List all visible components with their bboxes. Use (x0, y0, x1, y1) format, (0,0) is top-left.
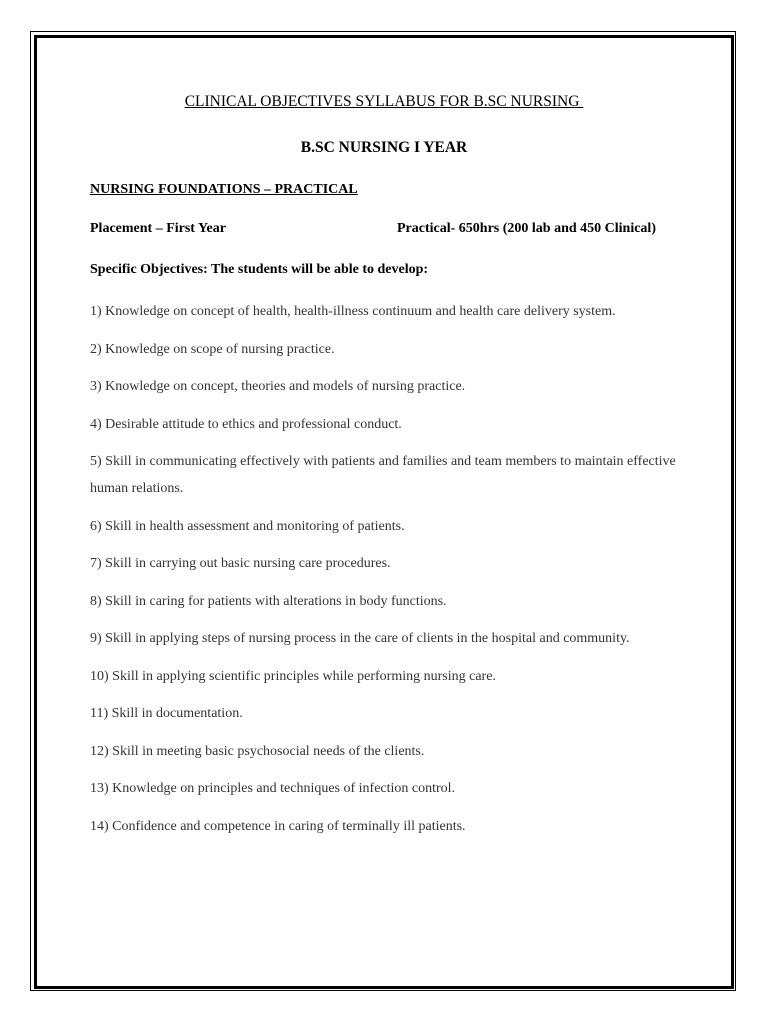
section-heading: NURSING FOUNDATIONS – PRACTICAL (90, 182, 358, 197)
objective-item: 11) Skill in documentation. (90, 706, 243, 721)
objective-item: 6) Skill in health assessment and monitoring of patients. (90, 518, 405, 534)
objectives-list (90, 298, 680, 850)
document-title: CLINICAL OBJECTIVES SYLLABUS FOR B.SC NURSING (184, 93, 584, 110)
document-subtitle: B.SC NURSING I YEAR (300, 139, 468, 156)
objective-item: 1) Knowledge on concept of health, health-illness continuum and health care delivery system. (90, 304, 616, 319)
objective-item: 12) Skill in meeting basic psychosocial needs of the clients. (90, 743, 425, 759)
objectives-heading: Specific Objectives: The students will be able to develop: (90, 262, 429, 277)
objective-item: 8) Skill in caring for patients with alterations in body functions. (90, 593, 447, 609)
objective-item: 5) Skill in communicating effectively with patients and families and team members to maintain effective human relations. (90, 454, 676, 496)
objective-item: 4) Desirable attitude to ethics and professional conduct. (90, 416, 402, 432)
placement-label: Placement – First Year (90, 221, 226, 236)
objective-item: 3) Knowledge on concept, theories and models of nursing practice. (90, 379, 466, 394)
objective-item: 2) Knowledge on scope of nursing practice. (90, 341, 335, 357)
objective-item: 10) Skill in applying scientific principles while performing nursing care. (90, 668, 496, 684)
objective-item: 7) Skill in carrying out basic nursing care procedures. (90, 556, 391, 571)
objective-item: 14) Confidence and competence in caring of terminally ill patients. (90, 818, 466, 834)
objective-item: 9) Skill in applying steps of nursing process in the care of clients in the hospital and community. (90, 631, 630, 646)
objective-item: 13) Knowledge on principles and techniques of infection control. (90, 781, 456, 796)
practical-hours-label: Practical- 650hrs (200 lab and 450 Clinical) (397, 221, 656, 236)
